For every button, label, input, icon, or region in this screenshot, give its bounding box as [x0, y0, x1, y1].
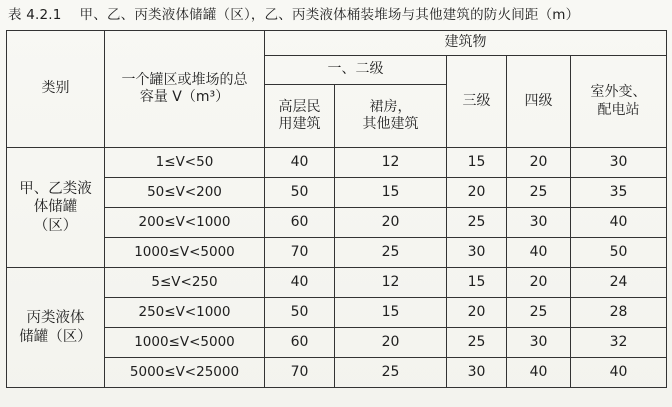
other-distance: 25 — [335, 238, 447, 268]
category-line: 甲、乙类液 — [19, 181, 92, 198]
grade4-distance: 40 — [507, 238, 571, 268]
grade4-distance: 20 — [507, 148, 571, 178]
table-row — [7, 328, 667, 358]
substation-distance: 32 — [571, 328, 667, 358]
grade4-distance: 30 — [507, 328, 571, 358]
highrise-distance: 50 — [265, 178, 335, 208]
category-cell — [7, 268, 105, 388]
capacity-range: 1≤V<50 — [105, 148, 265, 178]
table-row — [7, 148, 667, 178]
grade3-distance: 20 — [447, 178, 507, 208]
grade4-distance: 30 — [507, 208, 571, 238]
other-distance: 20 — [335, 328, 447, 358]
capacity-range: 50≤V<200 — [105, 178, 265, 208]
highrise-distance: 50 — [265, 298, 335, 328]
capacity-range: 250≤V<1000 — [105, 298, 265, 328]
table-row — [7, 268, 667, 298]
substation-distance: 24 — [571, 268, 667, 298]
header-highrise — [265, 85, 335, 148]
header-capacity-line1: 一个罐区或堆场的总 — [121, 71, 248, 88]
substation-distance: 30 — [571, 148, 667, 178]
highrise-distance: 40 — [265, 148, 335, 178]
header-substation-line1: 室外变、 — [590, 84, 647, 100]
header-podium-line2: 其他建筑 — [362, 116, 419, 132]
header-highrise-line2: 用建筑 — [278, 116, 321, 132]
other-distance: 20 — [335, 208, 447, 238]
header-grade4: 四级 — [507, 56, 571, 148]
header-row-1 — [7, 31, 667, 56]
highrise-distance: 70 — [265, 238, 335, 268]
header-highrise-line1: 高层民 — [278, 98, 321, 115]
header-grade3: 三级 — [447, 56, 507, 148]
substation-distance: 28 — [571, 298, 667, 328]
header-buildings: 建筑物 — [265, 31, 667, 56]
capacity-range: 5000≤V<25000 — [105, 358, 265, 388]
capacity-range: 1000≤V<5000 — [105, 328, 265, 358]
highrise-distance: 60 — [265, 208, 335, 238]
header-podium-line1: 裙房， — [369, 98, 412, 115]
grade3-distance: 20 — [447, 298, 507, 328]
other-distance: 12 — [335, 268, 447, 298]
substation-distance: 40 — [571, 358, 667, 388]
grade3-distance: 25 — [447, 328, 507, 358]
other-distance: 15 — [335, 298, 447, 328]
capacity-range: 200≤V<1000 — [105, 208, 265, 238]
category-line: 体储罐 — [33, 199, 78, 216]
header-capacity-line2: 容量 V（m³） — [139, 89, 230, 105]
grade3-distance: 25 — [447, 208, 507, 238]
other-distance: 15 — [335, 178, 447, 208]
header-capacity — [105, 31, 265, 148]
table-title: 甲、乙、丙类液体储罐（区），乙、丙类液体桶装堆场与其他建筑的防火间距（m） — [79, 7, 580, 23]
highrise-distance: 70 — [265, 358, 335, 388]
header-substation-line2: 配电站 — [597, 101, 640, 118]
substation-distance: 50 — [571, 238, 667, 268]
capacity-range: 5≤V<250 — [105, 268, 265, 298]
grade4-distance: 25 — [507, 298, 571, 328]
substation-distance: 40 — [571, 208, 667, 238]
fire-distance-table — [6, 30, 667, 388]
table-row — [7, 358, 667, 388]
header-podium — [335, 85, 447, 148]
grade3-distance: 15 — [447, 268, 507, 298]
category-line: （区） — [33, 217, 78, 234]
header-category: 类别 — [7, 31, 105, 148]
grade4-distance: 25 — [507, 178, 571, 208]
grade4-distance: 20 — [507, 268, 571, 298]
capacity-range: 1000≤V<5000 — [105, 238, 265, 268]
grade4-distance: 40 — [507, 358, 571, 388]
table-row — [7, 298, 667, 328]
table-row — [7, 178, 667, 208]
category-cell — [7, 148, 105, 268]
highrise-distance: 40 — [265, 268, 335, 298]
category-line: 储罐（区） — [19, 328, 92, 345]
table-row — [7, 238, 667, 268]
substation-distance: 35 — [571, 178, 667, 208]
grade3-distance: 15 — [447, 148, 507, 178]
grade3-distance: 30 — [447, 238, 507, 268]
category-line: 丙类液体 — [26, 310, 85, 327]
header-grade12: 一、二级 — [265, 56, 447, 85]
table-number: 表 4.2.1 — [8, 7, 62, 23]
other-distance: 12 — [335, 148, 447, 178]
other-distance: 25 — [335, 358, 447, 388]
header-substation — [571, 56, 667, 148]
highrise-distance: 60 — [265, 328, 335, 358]
table-caption — [8, 3, 579, 23]
table-row — [7, 208, 667, 238]
grade3-distance: 30 — [447, 358, 507, 388]
